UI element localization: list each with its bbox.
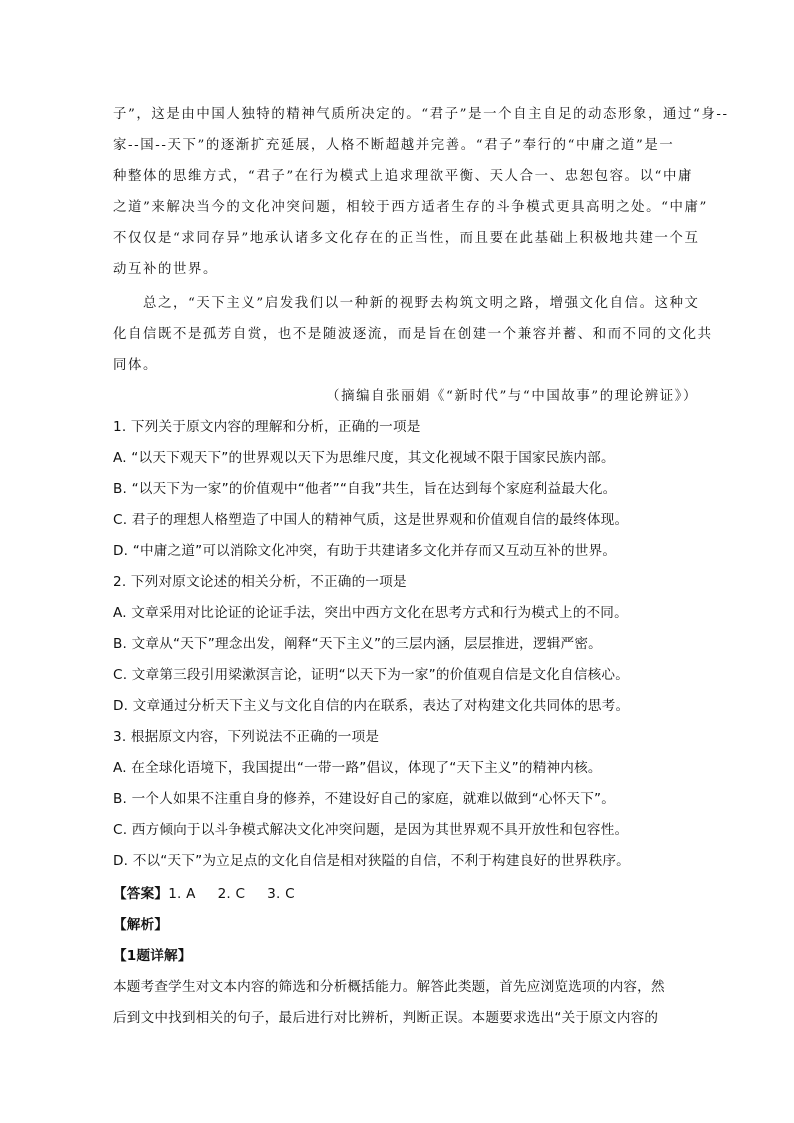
answer-item: 2. C (217, 886, 246, 902)
analysis-sub-label: 【1题详解】 (113, 948, 192, 964)
answer-item: 1. A (168, 886, 196, 902)
passage-line: 之道”来解决当今的文化冲突问题，相较于西方适者生存的斗争模式更具高明之处。“中庸” (113, 200, 708, 215)
question-option: B. “以天下为一家”的价值观中“他者”“自我”共生，旨在达到每个家庭利益最大化。 (113, 481, 617, 497)
answer-label: 【答案】 (113, 886, 169, 902)
question-option: A. 文章采用对比论证的论证手法，突出中西方文化在思考方式和行为模式上的不同。 (113, 605, 628, 621)
question-option: B. 一个人如果不注重自身的修养，不建设好自己的家庭，就难以做到“心怀天下”。 (113, 791, 616, 807)
question-option: B. 文章从“天下”理念出发，阐释“天下主义”的三层内涵，层层推进，逻辑严密。 (113, 636, 602, 652)
answer-line (113, 882, 295, 902)
question-stem: 1. 下列关于原文内容的理解和分析，正确的一项是 (113, 419, 421, 435)
answer-item: 3. C (267, 886, 295, 902)
passage-line: 化自信既不是孤芳自赏，也不是随波逐流，而是旨在创建一个兼容并蓄、和而不同的文化共 (113, 327, 713, 342)
passage-line: 动互补的世界。 (113, 262, 218, 277)
passage-line: 总之，“天下主义”启发我们以一种新的视野去构筑文明之路，增强文化自信。这种文 (143, 296, 700, 311)
question-option: A. 在全球化语境下，我国提出“一带一路”倡议，体现了“天下主义”的精神内核。 (113, 760, 602, 776)
question-stem: 3. 根据原文内容，下列说法不正确的一项是 (113, 729, 380, 745)
question-option: C. 文章第三段引用梁漱溟言论，证明“以天下为一家”的价值观自信是文化自信核心。 (113, 667, 629, 683)
passage-source: （摘编自张丽娟《“新时代”与“中国故事”的理论辨证》） (326, 389, 698, 404)
question-option: C. 西方倾向于以斗争模式解决文化冲突问题，是因为其世界观不具开放性和包容性。 (113, 822, 629, 838)
passage-line: 同体。 (113, 358, 158, 373)
passage-line: 不仅仅是“求同存异”地承认诸多文化存在的正当性，而且要在此基础上积极地共建一个互 (113, 231, 700, 246)
analysis-label: 【解析】 (113, 917, 169, 933)
question-option: D. “中庸之道”可以消除文化冲突，有助于共建诸多文化并存而又互动互补的世界。 (113, 543, 617, 559)
analysis-line: 后到文中找到相关的句子，最后进行对比辨析，判断正误。本题要求选出“关于原文内容的 (113, 1010, 659, 1026)
question-option: D. 不以“天下”为立足点的文化自信是相对狭隘的自信，不利于构建良好的世界秩序。 (113, 853, 630, 869)
passage-line: 家--国--天下”的逐渐扩充延展，人格不断超越并完善。“君子”奉行的“中庸之道”是一 (113, 138, 675, 153)
passage-line: 子”，这是由中国人独特的精神气质所决定的。“君子”是一个自主自足的动态形象，通过“身-- (113, 107, 729, 122)
question-stem: 2. 下列对原文论述的相关分析，不正确的一项是 (113, 574, 407, 590)
analysis-line: 本题考查学生对文本内容的筛选和分析概括能力。解答此类题，首先应浏览选项的内容，然 (113, 979, 665, 995)
question-option: A. “以天下观天下”的世界观以天下为思维尺度，其文化视域不限于国家民族内部。 (113, 450, 615, 466)
passage-line: 种整体的思维方式，“君子”在行为模式上追求理欲平衡、天人合一、忠恕包容。以“中庸 (113, 169, 693, 184)
question-option: C. 君子的理想人格塑造了中国人的精神气质，这是世界观和价值观自信的最终体现。 (113, 512, 629, 528)
question-option: D. 文章通过分析天下主义与文化自信的内在联系，表达了对构建文化共同体的思考。 (113, 698, 630, 714)
